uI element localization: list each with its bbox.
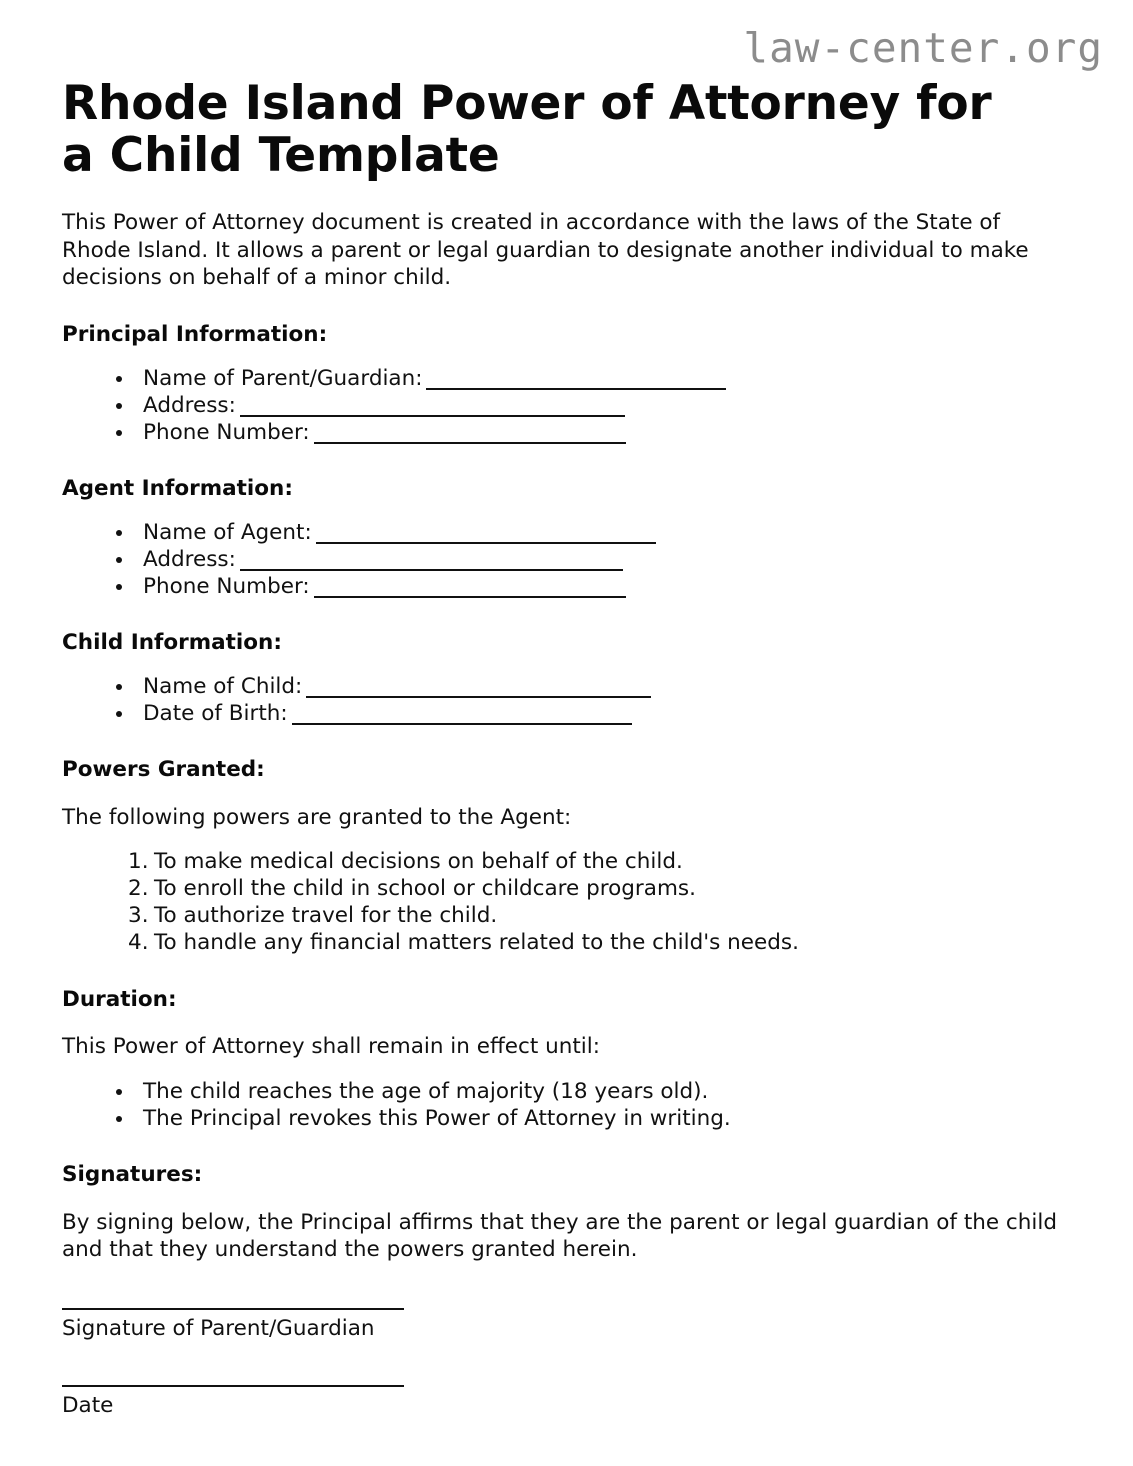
fill-in-line[interactable] [306, 681, 651, 698]
site-watermark: law-center.org [743, 24, 1103, 72]
list-item [116, 392, 1071, 419]
list-item [116, 365, 1071, 392]
section-heading-child: Child Information: [62, 629, 282, 655]
field-label: Name of Child: [143, 673, 303, 699]
field-label: Phone Number: [143, 573, 310, 599]
fill-in-line[interactable] [314, 427, 626, 444]
field-label: Address: [143, 392, 236, 418]
signature-block-date [62, 1385, 1071, 1420]
list-item [116, 673, 1071, 700]
list-item: To handle any financial matters related to the child's needs. [154, 930, 799, 956]
signature-line-date[interactable] [62, 1385, 404, 1387]
fill-in-line[interactable] [426, 373, 726, 390]
duration-lead: This Power of Attorney shall remain in effect until: [62, 1034, 600, 1060]
field-label: Date of Birth: [143, 700, 288, 726]
field-label: Name of Parent/Guardian: [143, 365, 423, 391]
list-item: To authorize travel for the child. [154, 903, 498, 929]
signature-label-date: Date [62, 1392, 114, 1418]
list-item [116, 573, 1071, 600]
fill-in-line[interactable] [240, 400, 625, 417]
signature-line-parent[interactable] [62, 1308, 404, 1310]
list-item [116, 419, 1071, 446]
list-item: To make medical decisions on behalf of the child. [154, 849, 683, 875]
list-item [116, 700, 1071, 727]
signature-block-parent [62, 1308, 1071, 1343]
agent-field-list [62, 519, 1071, 600]
fill-in-line[interactable] [240, 554, 623, 571]
list-item [116, 519, 1071, 546]
signatures-lead: By signing below, the Principal affirms that they are the parent or legal guardian of the child and that they understand the powers granted herein. [62, 1209, 1057, 1263]
field-label: Address: [143, 546, 236, 572]
fill-in-line[interactable] [314, 581, 626, 598]
principal-field-list [62, 365, 1071, 446]
section-heading-signatures: Signatures: [62, 1162, 203, 1188]
intro-paragraph: This Power of Attorney document is created in accordance with the laws of the State of Rhode Island. It allows a parent or legal guardian to designate another individual to make decisions on behalf of a minor child. [62, 210, 1029, 291]
field-label: Name of Agent: [143, 519, 312, 545]
duration-list [62, 1078, 1071, 1132]
section-heading-agent: Agent Information: [62, 475, 293, 501]
list-item: To enroll the child in school or childcare programs. [154, 876, 696, 902]
field-label: Phone Number: [143, 419, 310, 445]
fill-in-line[interactable] [292, 708, 632, 725]
list-item [116, 546, 1071, 573]
list-item: The Principal revokes this Power of Attorney in writing. [116, 1105, 1071, 1132]
list-item: The child reaches the age of majority (18 years old). [116, 1078, 1071, 1105]
section-heading-duration: Duration: [62, 986, 177, 1012]
signature-label-parent: Signature of Parent/Guardian [62, 1315, 375, 1341]
powers-lead: The following powers are granted to the Agent: [62, 804, 572, 830]
page-title: Rhode Island Power of Attorney for a Child Template [62, 76, 992, 183]
section-heading-principal: Principal Information: [62, 321, 328, 347]
powers-list [62, 848, 1071, 956]
section-heading-powers: Powers Granted: [62, 756, 265, 782]
child-field-list [62, 673, 1071, 727]
fill-in-line[interactable] [316, 527, 656, 544]
